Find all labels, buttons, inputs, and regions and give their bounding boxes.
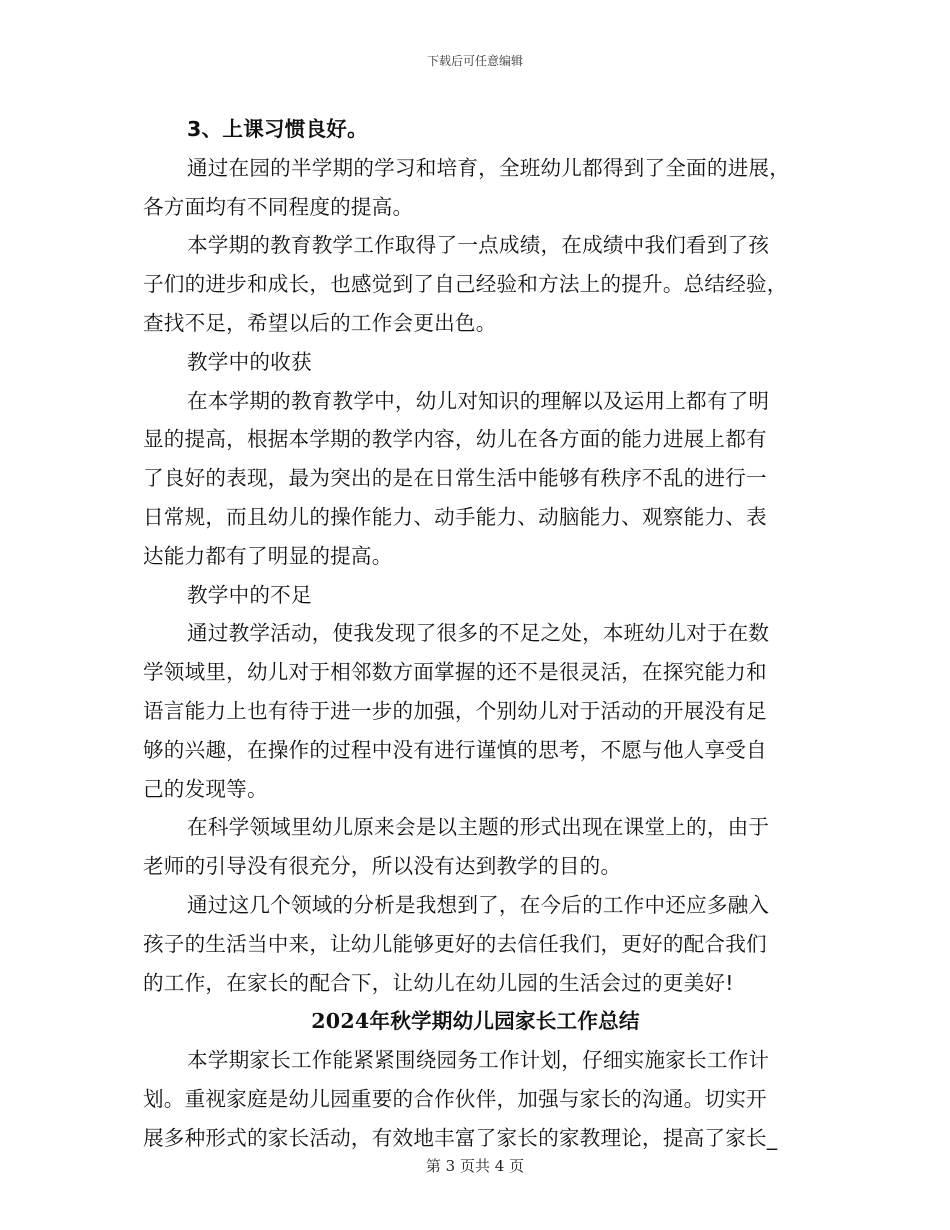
page-footer: 第 3 页共 4 页: [425, 1157, 525, 1175]
paragraph-line: 己的发现等。: [143, 776, 268, 801]
paragraph-line: 达能力都有了明显的提高。: [143, 543, 393, 568]
paragraph-line: 语言能力上也有待于进一步的加强，个别幼儿对于活动的开展没有足: [143, 698, 767, 723]
subheading: 教学中的收获: [187, 349, 312, 374]
paragraph-line: 展多种形式的家长活动，有效地丰富了家长的家教理论，提高了家长_: [143, 1125, 778, 1150]
paragraph-line: 在本学期的教育教学中，幼儿对知识的理解以及运用上都有了明: [187, 388, 770, 413]
paragraph-line: 通过教学活动，使我发现了很多的不足之处，本班幼儿对于在数: [187, 621, 770, 646]
paragraph-line: 显的提高，根据本学期的教学内容，幼儿在各方面的能力进展上都有: [143, 427, 767, 452]
paragraph-line: 本学期家长工作能紧紧围绕园务工作计划，仔细实施家长工作计: [187, 1048, 770, 1073]
paragraph-line: 孩子的生活当中来，让幼儿能够更好的去信任我们，更好的配合我们: [143, 931, 767, 956]
subheading: 教学中的不足: [187, 582, 312, 607]
section-heading: 3、上课习惯良好。: [187, 117, 368, 141]
paragraph-line: 通过这几个领域的分析是我想到了，在今后的工作中还应多融入: [187, 892, 770, 917]
paragraph-line: 划。重视家庭是幼儿园重要的合作伙伴，加强与家长的沟通。切实开: [143, 1086, 767, 1111]
paragraph-line: 学领域里，幼儿对于相邻数方面掌握的还不是很灵活，在探究能力和: [143, 660, 767, 685]
paragraph-line: 了良好的表现，最为突出的是在日常生活中能够有秩序不乱的进行一: [143, 466, 767, 491]
paragraph-line: 通过在园的半学期的学习和培育，全班幼儿都得到了全面的进展，: [187, 155, 791, 180]
paragraph-line: 本学期的教育教学工作取得了一点成绩，在成绩中我们看到了孩: [187, 233, 770, 258]
paragraph-line: 子们的进步和成长，也感觉到了自己经验和方法上的提升。总结经验，: [143, 272, 788, 297]
document-title: 2024年秋学期幼儿园家长工作总结: [311, 1009, 640, 1034]
paragraph-line: 查找不足，希望以后的工作会更出色。: [143, 310, 497, 335]
paragraph-line: 够的兴趣，在操作的过程中没有进行谨慎的思考，不愿与他人享受自: [143, 737, 767, 762]
paragraph-line: 日常规，而且幼儿的操作能力、动手能力、动脑能力、观察能力、表: [143, 504, 767, 529]
paragraph-line: 的工作，在家长的配合下，让幼儿在幼儿园的生活会过的更美好!: [143, 970, 734, 995]
paragraph-line: 在科学领域里幼儿原来会是以主题的形式出现在课堂上的，由于: [187, 815, 770, 840]
page-header: 下载后可任意编辑: [426, 54, 523, 68]
document-body: [143, 110, 808, 1158]
paragraph-line: 老师的引导没有很充分，所以没有达到教学的目的。: [143, 854, 622, 879]
paragraph-line: 各方面均有不同程度的提高。: [143, 194, 414, 219]
